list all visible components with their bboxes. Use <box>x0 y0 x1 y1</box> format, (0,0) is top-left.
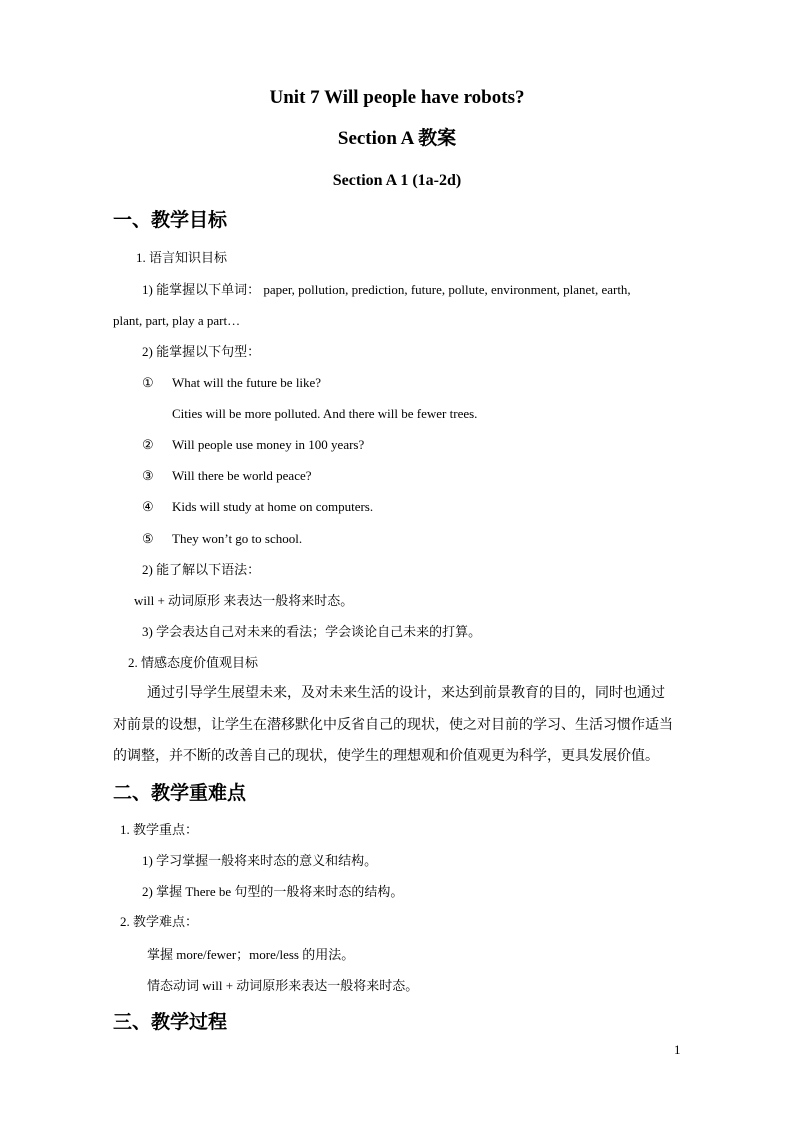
sentence-continuation: Cities will be more polluted. And there will be fewer trees. <box>172 406 478 421</box>
heading-teaching-goals: 一、教学目标 <box>113 210 228 231</box>
key-point-1: 1) 学习掌握一般将来时态的意义和结构。 <box>142 853 378 868</box>
heading-key-points: 二、教学重难点 <box>113 783 247 804</box>
paragraph-line-2: 对前景的设想，让学生在潜移默化中反省自己的现状，使之对目前的学习、生活习惯作适当 <box>113 718 673 733</box>
key-point-2: 2) 掌握 There be 句型的一般将来时态的结构。 <box>142 884 404 899</box>
circled-number-2: ② <box>142 437 154 452</box>
sentence-item <box>142 437 364 453</box>
goal-emotional-values: 2. 情感态度价值观目标 <box>128 655 259 670</box>
paragraph-line-3: 的调整，并不断的改善自己的现状，使学生的理想观和价值观更为科学，更具发展价值。 <box>113 749 659 764</box>
circled-number-3: ③ <box>142 468 154 483</box>
sentence-text: Will people use money in 100 years? <box>172 437 365 452</box>
difficult-point-1: 掌握 more/fewer；more/less 的用法。 <box>147 947 355 962</box>
grammar-rule: will + 动词原形 来表达一般将来时态。 <box>134 593 354 608</box>
sentence-text: Will there be world peace? <box>172 468 312 483</box>
vocab-line-1: 1) 能掌握以下单词： paper, pollution, prediction, future, pollute, environment, planet, earth, <box>142 282 631 297</box>
key-points-label: 1. 教学重点： <box>120 822 199 837</box>
circled-number-1: ① <box>142 375 154 390</box>
grammar-label: 2) 能了解以下语法： <box>142 562 261 577</box>
difficult-points-label: 2. 教学难点： <box>120 914 199 929</box>
heading-teaching-process: 三、教学过程 <box>113 1012 228 1033</box>
sentence-text: Kids will study at home on computers. <box>172 499 374 514</box>
page-number: 1 <box>674 1042 681 1057</box>
section-heading: Section A 1 (1a-2d) <box>332 172 462 189</box>
difficult-point-2: 情态动词 will + 动词原形来表达一般将来时态。 <box>147 978 419 993</box>
sentence-item <box>142 375 321 391</box>
sentence-text: They won’t go to school. <box>172 531 303 546</box>
expression-goal: 3) 学会表达自己对未来的看法；学会谈论自己未来的打算。 <box>142 624 482 639</box>
document-subtitle: Section A 教案 <box>337 128 457 149</box>
circled-number-5: ⑤ <box>142 531 154 546</box>
sentence-item <box>142 468 312 484</box>
goal-language-knowledge: 1. 语言知识目标 <box>136 250 228 265</box>
paragraph-line-1: 通过引导学生展望未来，及对未来生活的设计，来达到前景教育的目的，同时也通过 <box>147 686 665 701</box>
sentence-item <box>142 531 302 547</box>
document-title: Unit 7 Will people have robots? <box>269 87 525 108</box>
circled-number-4: ④ <box>142 499 154 514</box>
sentence-item <box>142 499 373 515</box>
sentence-text: What will the future be like? <box>172 375 322 390</box>
sentence-patterns-label: 2) 能掌握以下句型： <box>142 344 261 359</box>
vocab-line-2: plant, part, play a part… <box>113 313 241 328</box>
